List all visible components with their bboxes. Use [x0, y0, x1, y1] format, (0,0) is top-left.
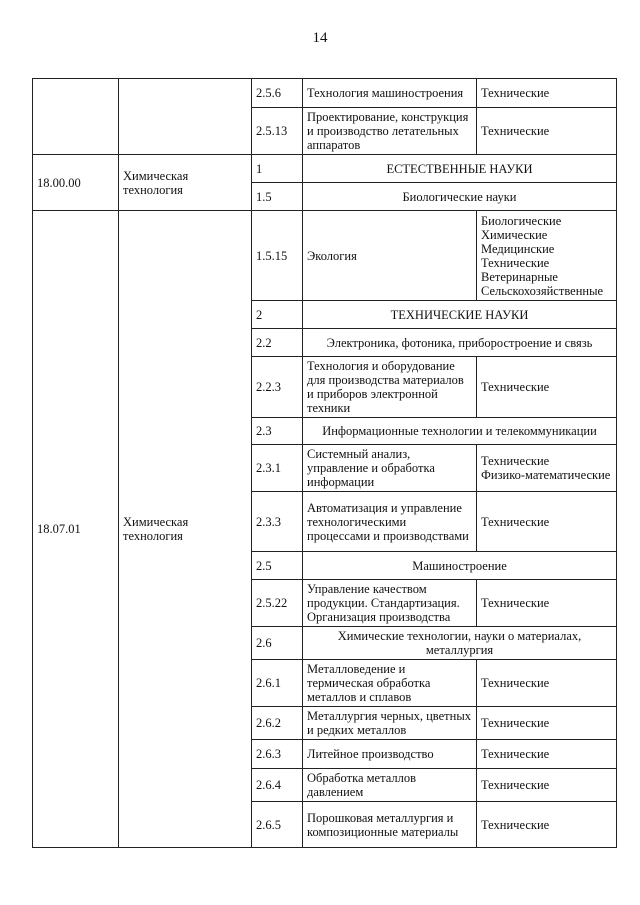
science-item: Химические: [481, 227, 548, 242]
specialty-code-cell: 2.6.3: [252, 740, 303, 769]
science-item: Технические: [481, 454, 550, 468]
science-item: Технические: [481, 676, 550, 690]
specialty-title-cell: Автоматизация и управление технологическими процессами и производствами: [303, 492, 477, 552]
specialty-code-cell: 2.3.1: [252, 445, 303, 492]
specialty-code-cell: 2.2.3: [252, 357, 303, 418]
section-code-cell: 2.3: [252, 418, 303, 445]
specialty-title-cell: Системный анализ, управление и обработка информации: [303, 445, 477, 492]
sciences-cell: [477, 445, 617, 492]
specialty-code-cell: 2.5.6: [252, 79, 303, 108]
direction-name-cell: Химическая технология: [119, 155, 252, 211]
section-heading: ТЕХНИЧЕСКИЕ НАУКИ: [303, 301, 617, 329]
section-code-cell: 2.5: [252, 552, 303, 580]
science-item: Технические: [481, 514, 550, 529]
science-item: Ветеринарные: [481, 269, 558, 284]
sciences-cell: [477, 660, 617, 707]
section-code-cell: 1: [252, 155, 303, 183]
direction-name-cell: Химическая технология: [119, 211, 252, 848]
direction-code-cell: [33, 79, 119, 155]
section-heading: Машиностроение: [303, 552, 617, 580]
science-item: Технические: [481, 124, 550, 138]
sciences-cell: [477, 740, 617, 769]
specialty-title-cell: Порошковая металлургия и композиционные материалы: [303, 802, 477, 848]
sciences-cell: [477, 79, 617, 108]
section-heading: Химические технологии, науки о материалах, металлургия: [303, 627, 617, 660]
specialty-code-cell: 2.5.22: [252, 580, 303, 627]
specialty-title-cell: Технология машиностроения: [303, 79, 477, 108]
direction-code-cell: 18.00.00: [33, 155, 119, 211]
sciences-cell: [477, 211, 617, 301]
science-item: Технические: [481, 255, 550, 270]
science-item: Физико-математические: [481, 468, 611, 482]
specialty-code-cell: 1.5.15: [252, 211, 303, 301]
science-item: Биологические: [481, 213, 562, 228]
section-heading: ЕСТЕСТВЕННЫЕ НАУКИ: [303, 155, 617, 183]
science-item: Технические: [481, 778, 550, 792]
table-row: [33, 79, 617, 108]
section-heading: Биологические науки: [303, 183, 617, 211]
science-item: Технические: [481, 86, 550, 100]
specialty-title-cell: Проектирование, конструкция и производство летательных аппаратов: [303, 108, 477, 155]
specialty-code-cell: 2.6.5: [252, 802, 303, 848]
specialty-code-cell: 2.6.4: [252, 769, 303, 802]
sciences-cell: [477, 707, 617, 740]
science-item: Технические: [481, 596, 550, 610]
specialty-code-cell: 2.6.2: [252, 707, 303, 740]
sciences-cell: [477, 769, 617, 802]
specialty-code-cell: 2.3.3: [252, 492, 303, 552]
science-item: Сельскохозяйственные: [481, 283, 604, 298]
sciences-cell: [477, 492, 617, 552]
direction-code-cell: 18.07.01: [33, 211, 119, 848]
specialty-title-cell: Обработка металлов давлением: [303, 769, 477, 802]
sciences-cell: [477, 580, 617, 627]
section-code-cell: 2.6: [252, 627, 303, 660]
section-code-cell: 1.5: [252, 183, 303, 211]
sciences-cell: [477, 357, 617, 418]
science-item: Технические: [481, 380, 550, 394]
specialty-title-cell: Литейное производство: [303, 740, 477, 769]
science-item: Медицинские: [481, 241, 555, 256]
sciences-cell: [477, 108, 617, 155]
specialty-code-cell: 2.5.13: [252, 108, 303, 155]
sciences-cell: [477, 802, 617, 848]
science-item: Технические: [481, 747, 550, 761]
table-row: [33, 155, 617, 183]
specialties-table: [32, 78, 617, 848]
page-number: 14: [312, 30, 328, 46]
specialty-title-cell: Управление качеством продукции. Стандартизация. Организация производства: [303, 580, 477, 627]
section-code-cell: 2: [252, 301, 303, 329]
table-row: [33, 211, 617, 301]
specialty-title-cell: Экология: [303, 211, 477, 301]
specialty-title-cell: Технология и оборудование для производства материалов и приборов электронной техники: [303, 357, 477, 418]
section-heading: Электроника, фотоника, приборостроение и связь: [303, 329, 617, 357]
section-code-cell: 2.2: [252, 329, 303, 357]
science-item: Технические: [481, 817, 550, 832]
specialty-title-cell: Металловедение и термическая обработка металлов и сплавов: [303, 660, 477, 707]
specialty-title-cell: Металлургия черных, цветных и редких металлов: [303, 707, 477, 740]
science-item: Технические: [481, 716, 550, 730]
specialty-code-cell: 2.6.1: [252, 660, 303, 707]
section-heading: Информационные технологии и телекоммуникации: [303, 418, 617, 445]
direction-name-cell: [119, 79, 252, 155]
